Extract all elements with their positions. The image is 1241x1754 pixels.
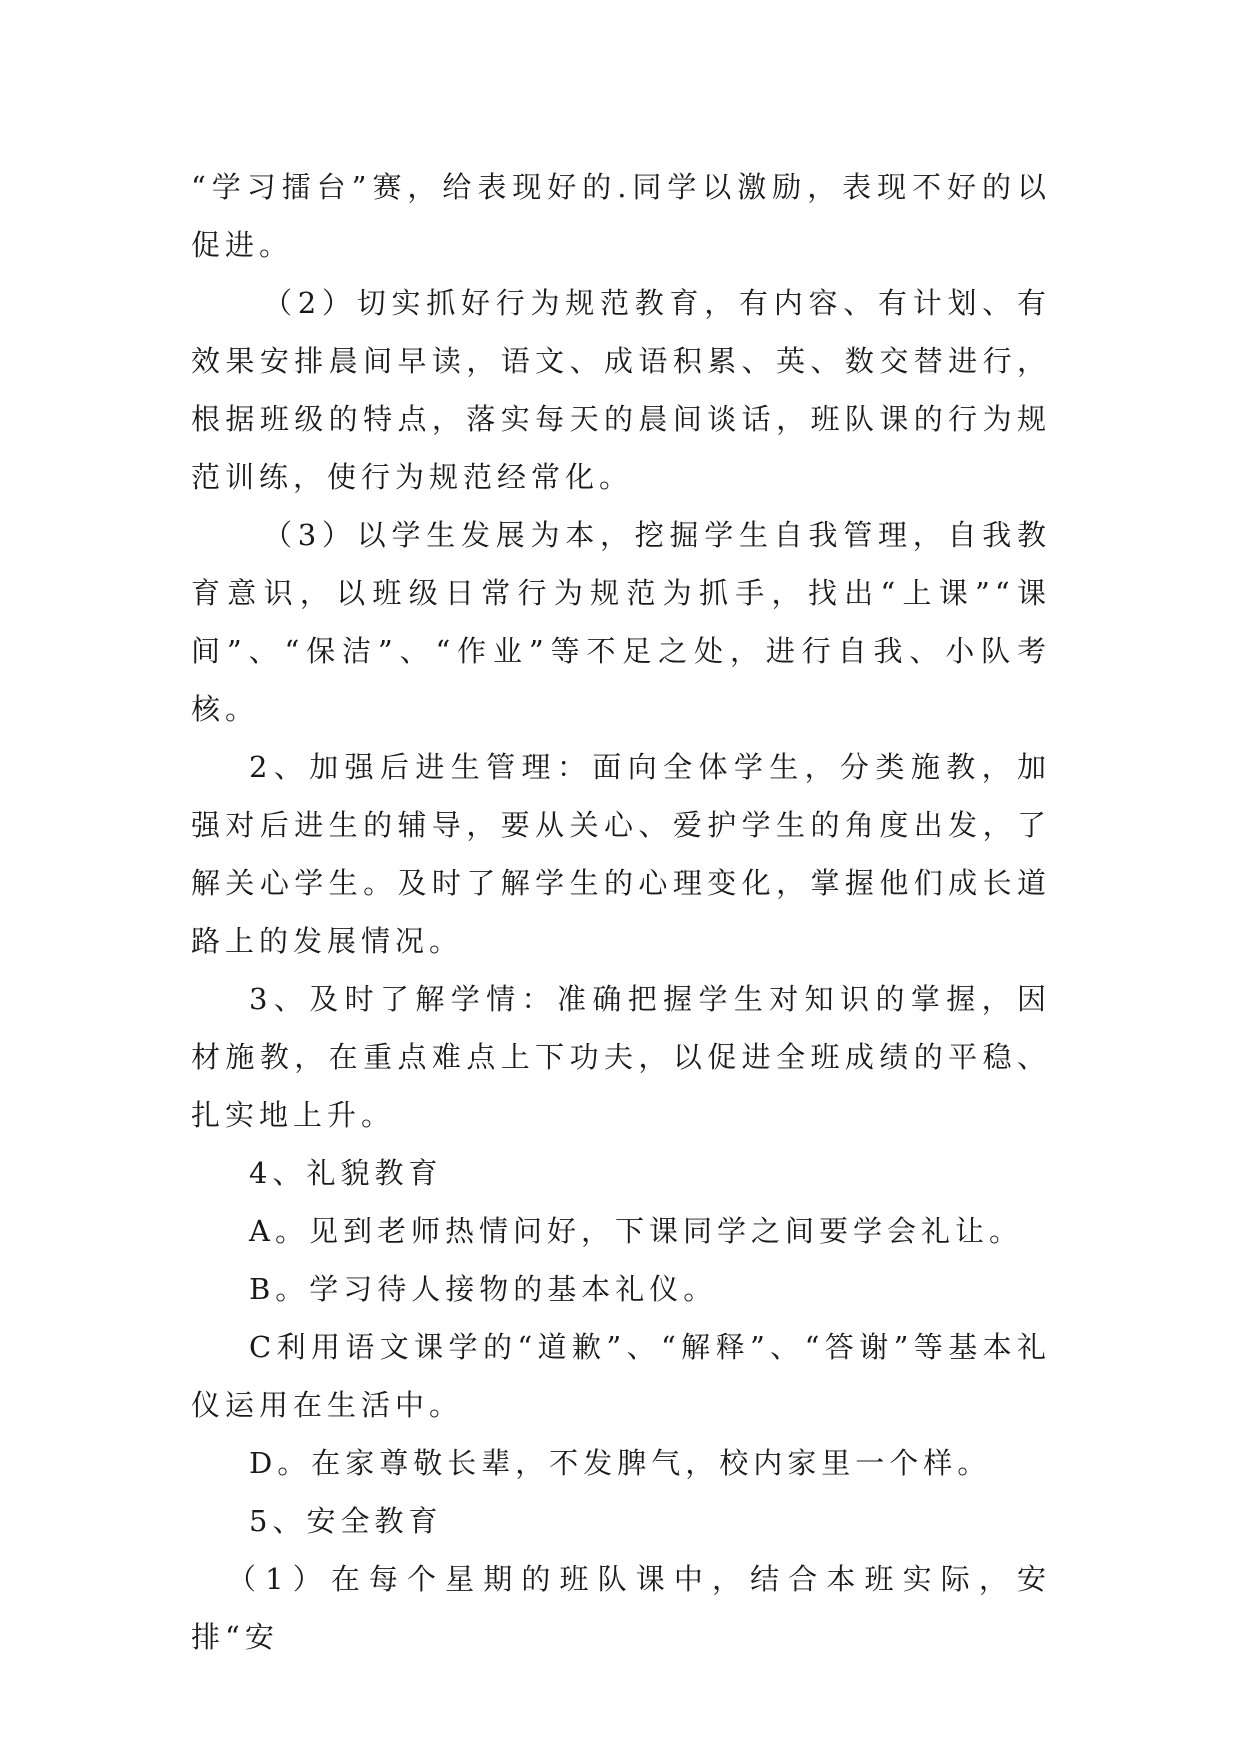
paragraph-safety-class: （1）在每个星期的班队课中，结合本班实际，安排“安: [191, 1562, 1051, 1654]
list-item-c: C利用语文课学的“道歉”、“解释”、“答谢”等基本礼仪运用在生活中。: [191, 1330, 1051, 1422]
heading-courtesy-education: 4、礼貌教育: [249, 1156, 443, 1190]
list-item-b: B。学习待人接物的基本礼仪。: [249, 1272, 718, 1306]
paragraph-learning-status: 3、及时了解学情：准确把握学生对知识的掌握，因材施教，在重点难点上下功夫，以促进全班成绩的平稳、扎实地上升。: [191, 982, 1051, 1132]
list-item-a: A。见到老师热情问好，下课同学之间要学会礼让。: [249, 1214, 1023, 1248]
document-body: [191, 158, 1051, 1666]
list-item-d: D。在家尊敬长辈，不发脾气，校内家里一个样。: [249, 1446, 992, 1480]
paragraph-struggling-students: 2、加强后进生管理：面向全体学生，分类施教，加强对后进生的辅导，要从关心、爱护学生的角度出发，了解关心学生。及时了解学生的心理变化，掌握他们成长道路上的发展情况。: [191, 750, 1051, 958]
heading-safety-education: 5、安全教育: [249, 1504, 443, 1538]
paragraph-behavior-norms: （2）切实抓好行为规范教育，有内容、有计划、有效果安排晨间早读，语文、成语积累、英、数交替进行，根据班级的特点，落实每天的晨间谈话，班队课的行为规范训练，使行为规范经常化。: [191, 286, 1051, 494]
paragraph-student-development: （3）以学生发展为本，挖掘学生自我管理，自我教育意识，以班级日常行为规范为抓手，找出“上课”“课间”、“保洁”、“作业”等不足之处，进行自我、小队考核。: [191, 518, 1051, 726]
paragraph-learning-contest: “学习擂台”赛，给表现好的.同学以激励，表现不好的以促进。: [191, 170, 1051, 262]
